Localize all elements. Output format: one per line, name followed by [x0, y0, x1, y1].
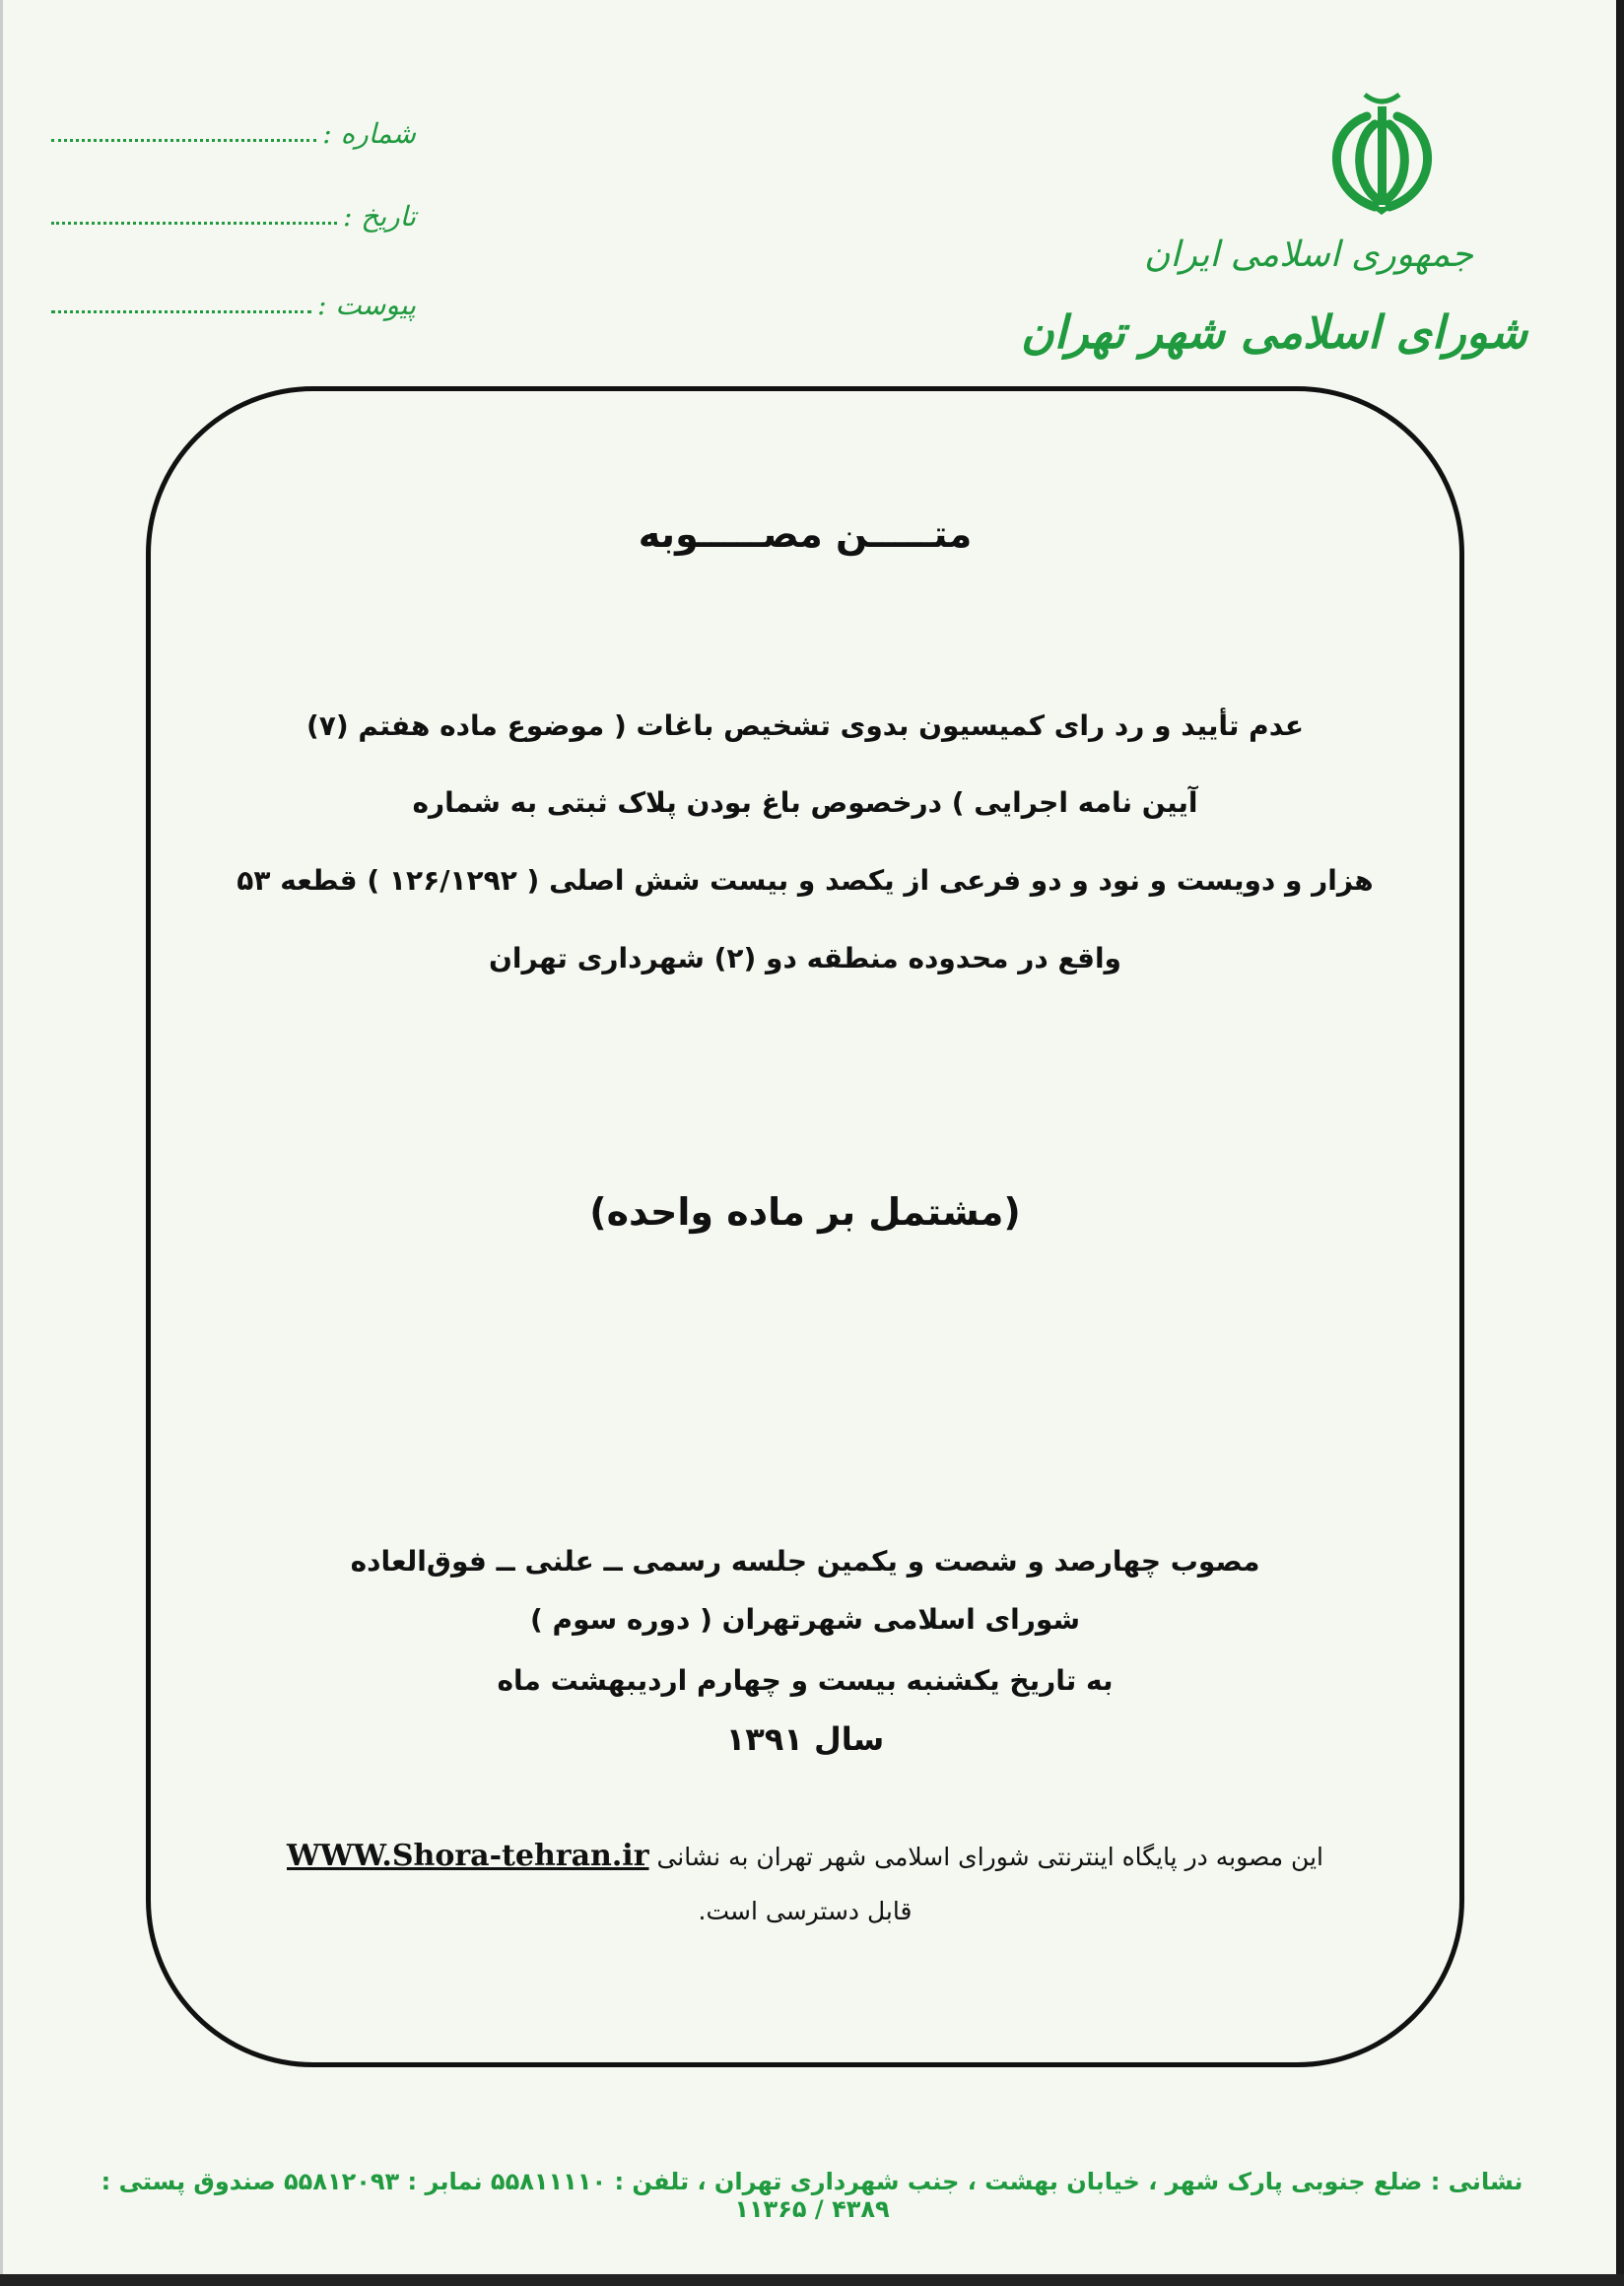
- subject-line: عدم تأیید و رد رای کمیسیون بدوی تشخیص باغات ( موضوع ماده هفتم (۷): [305, 709, 1304, 742]
- scan-edge-left: [0, 0, 3, 2286]
- attachment-dotted-line: [51, 310, 311, 313]
- iran-emblem-icon: [1306, 87, 1458, 215]
- attachment-label: پیوست :: [317, 289, 416, 321]
- attachment-field: [51, 282, 416, 321]
- scan-edge-bottom: [0, 2274, 1624, 2286]
- resolution-title: متـــــن مصـــــوبه: [638, 512, 973, 556]
- number-field: [51, 110, 416, 150]
- date-dotted-line: [51, 222, 337, 225]
- website-link[interactable]: WWW.Shora-tehran.ir: [287, 1839, 649, 1873]
- approval-line: مصوب چهارصد و شصت و یکمین جلسه رسمی ــ علنی ــ فوق‌العاده: [350, 1545, 1260, 1578]
- footer-address: نشانی : ضلع جنوبی پارک شهر ، خیابان بهشت ، جنب شهرداری تهران ، تلفن : ۵۵۸۱۱۱۱۰ نمابر : ۵۵۸۱۲۰۹۳ صندوق پستی : ۴۳۸۹ / ۱۱۳۶۵: [101, 2168, 1523, 2223]
- date-field: [51, 193, 416, 233]
- subject-line: آیین نامه اجرایی ) درخصوص باغ بودن پلاک ثبتی به شماره: [412, 786, 1198, 819]
- approval-line: به تاریخ یکشنبه بیست و چهارم اردیبهشت ماه: [497, 1664, 1114, 1697]
- country-name: جمهوری اسلامی ایران: [1144, 235, 1473, 275]
- approval-year: سال ۱۳۹۱: [725, 1720, 885, 1758]
- web-notice: [197, 1839, 1413, 1873]
- council-name: شورای اسلامی شهر تهران: [1020, 305, 1527, 359]
- web-notice-suffix: قابل دسترسی است.: [698, 1897, 913, 1925]
- date-label: تاریخ :: [342, 200, 416, 233]
- web-notice-prefix: این مصوبه در پایگاه اینترنتی شورای اسلامی شهر تهران به نشانی: [656, 1843, 1323, 1871]
- scan-edge-right: [1616, 0, 1624, 2286]
- approval-line: شورای اسلامی شهرتهران ( دوره سوم ): [530, 1603, 1080, 1636]
- number-dotted-line: [51, 139, 316, 142]
- subject-line: هزار و دویست و نود و دو فرعی از یکصد و بیست شش اصلی ( ۱۲۶/۱۲۹۲ ) قطعه ۵۳: [237, 864, 1374, 897]
- subject-line: واقع در محدوده منطقه دو (۲) شهرداری تهران: [489, 942, 1121, 975]
- scope-note: (مشتمل بر ماده واحده): [589, 1190, 1021, 1234]
- number-label: شماره :: [322, 117, 416, 150]
